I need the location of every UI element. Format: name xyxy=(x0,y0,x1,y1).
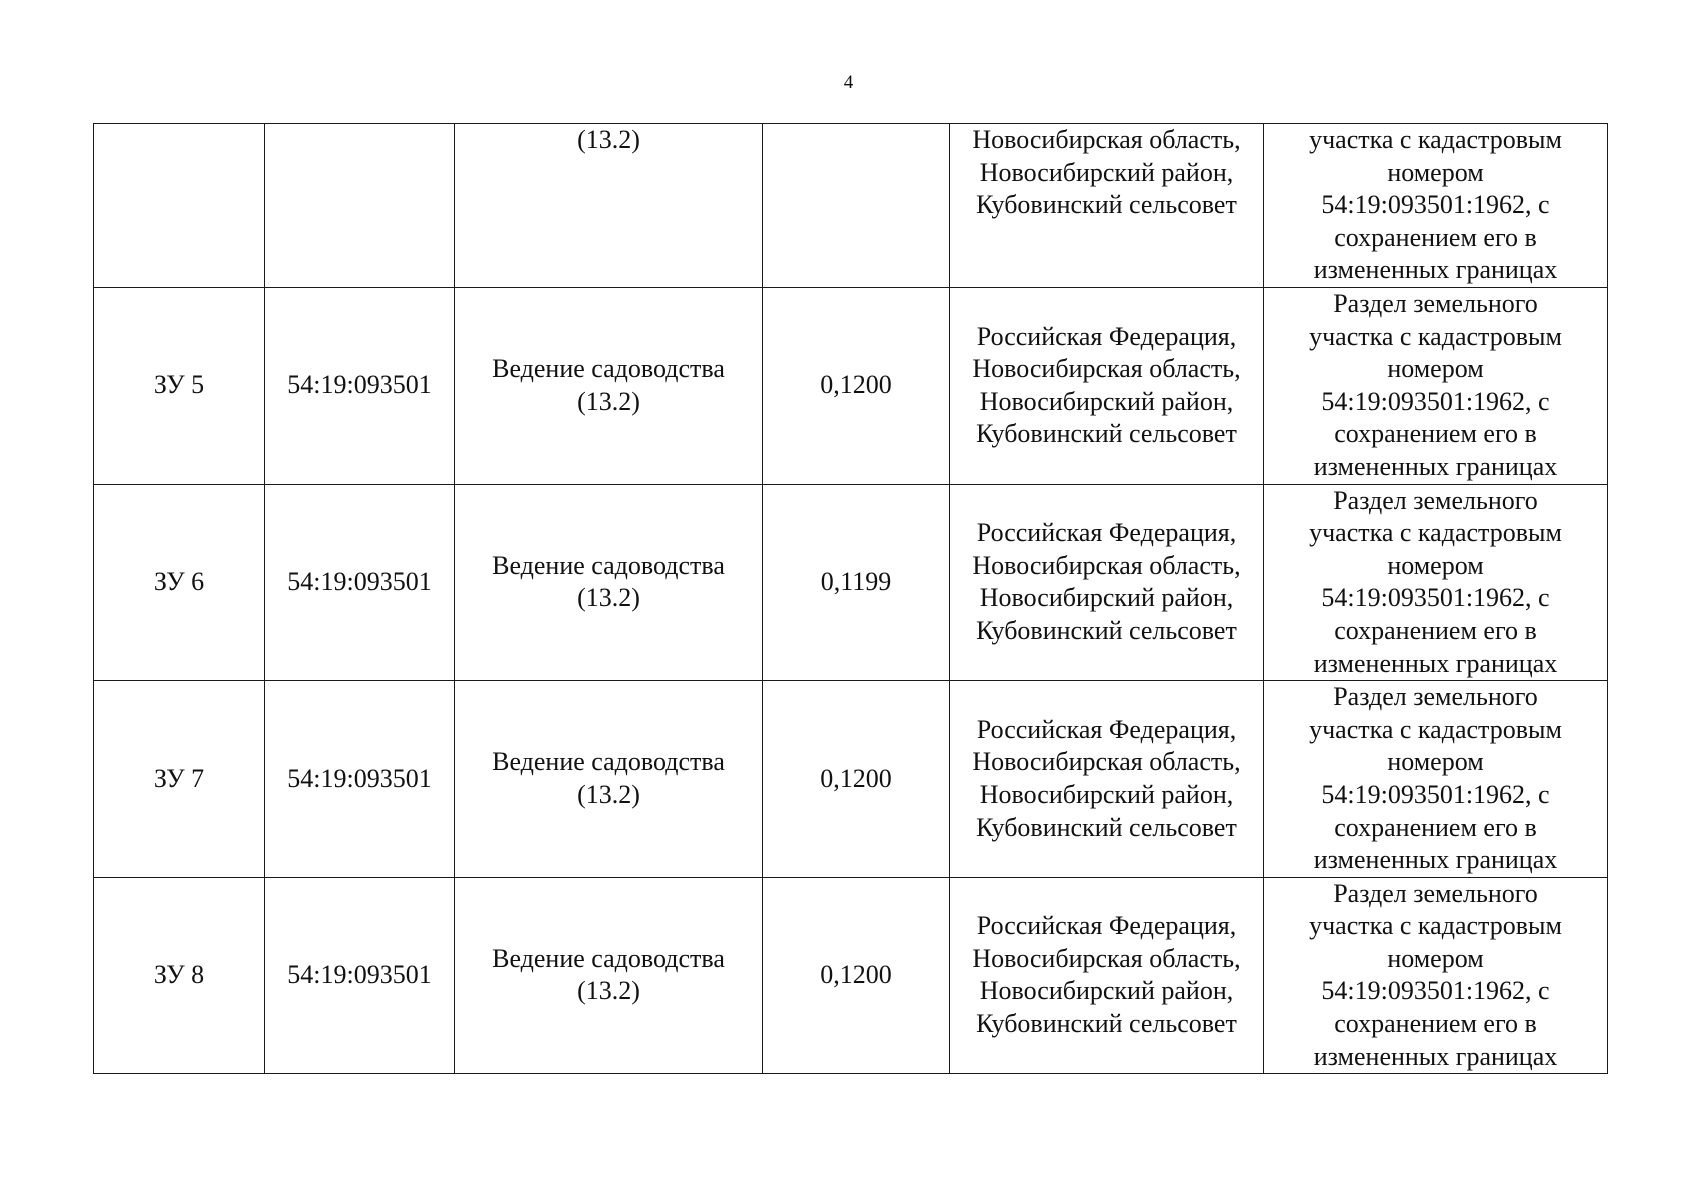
location-cell: Российская Федерация, Новосибирская область, Новосибирский район, Кубовинский сельсовет xyxy=(950,484,1264,681)
table-row xyxy=(94,484,1608,681)
permitted-use-cell: Ведение садоводства (13.2) xyxy=(455,877,763,1074)
permitted-use-cell: (13.2) xyxy=(455,124,763,288)
formation-method-cell: Раздел земельного участка с кадастровым номером 54:19:093501:1962, с сохранением его в измененных границах xyxy=(1264,288,1608,485)
formation-method-cell: Раздел земельного участка с кадастровым номером 54:19:093501:1962, с сохранением его в измененных границах xyxy=(1264,484,1608,681)
area-cell xyxy=(763,124,950,288)
permitted-use-cell: Ведение садоводства (13.2) xyxy=(455,288,763,485)
area-cell: 0,1200 xyxy=(763,681,950,878)
table-row xyxy=(94,681,1608,878)
permitted-use-cell: Ведение садоводства (13.2) xyxy=(455,484,763,681)
parcel-name-cell xyxy=(94,124,265,288)
parcel-name-cell: ЗУ 8 xyxy=(94,877,265,1074)
location-cell: Российская Федерация, Новосибирская область, Новосибирский район, Кубовинский сельсовет xyxy=(950,288,1264,485)
parcel-name-cell: ЗУ 7 xyxy=(94,681,265,878)
table-row xyxy=(94,877,1608,1074)
cadastral-block-cell: 54:19:093501 xyxy=(265,877,455,1074)
formation-method-cell: участка с кадастровым номером 54:19:093501:1962, с сохранением его в измененных границах xyxy=(1264,124,1608,288)
table-row-continuation xyxy=(94,124,1608,288)
cadastral-block-cell: 54:19:093501 xyxy=(265,484,455,681)
area-cell: 0,1200 xyxy=(763,877,950,1074)
area-cell: 0,1199 xyxy=(763,484,950,681)
parcel-name-cell: ЗУ 6 xyxy=(94,484,265,681)
cadastral-block-cell xyxy=(265,124,455,288)
formation-method-cell: Раздел земельного участка с кадастровым номером 54:19:093501:1962, с сохранением его в измененных границах xyxy=(1264,877,1608,1074)
land-parcels-table xyxy=(93,123,1608,1074)
formation-method-cell: Раздел земельного участка с кадастровым номером 54:19:093501:1962, с сохранением его в измененных границах xyxy=(1264,681,1608,878)
table-row xyxy=(94,288,1608,485)
page-number: 4 xyxy=(843,72,854,93)
location-cell: Российская Федерация, Новосибирская область, Новосибирский район, Кубовинский сельсовет xyxy=(950,877,1264,1074)
area-cell: 0,1200 xyxy=(763,288,950,485)
permitted-use-cell: Ведение садоводства (13.2) xyxy=(455,681,763,878)
cadastral-block-cell: 54:19:093501 xyxy=(265,681,455,878)
cadastral-block-cell: 54:19:093501 xyxy=(265,288,455,485)
parcel-name-cell: ЗУ 5 xyxy=(94,288,265,485)
location-cell: Российская Федерация, Новосибирская область, Новосибирский район, Кубовинский сельсовет xyxy=(950,681,1264,878)
location-cell: Новосибирская область, Новосибирский район, Кубовинский сельсовет xyxy=(950,124,1264,288)
